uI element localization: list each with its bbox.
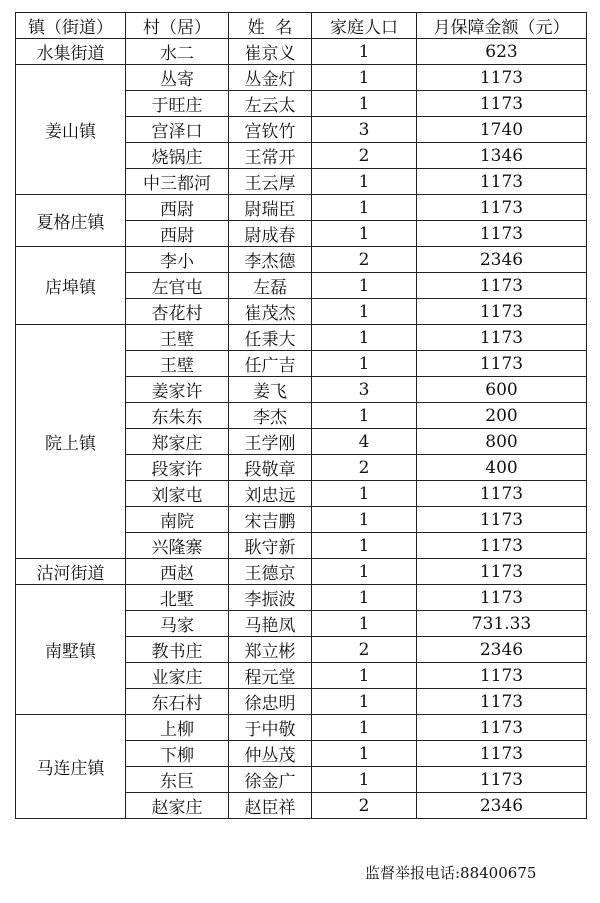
monthly-amount-cell: 1173	[417, 741, 587, 767]
table-row	[16, 39, 587, 65]
name-cell: 郑立彬	[229, 637, 312, 663]
town-cell: 姜山镇	[16, 65, 126, 195]
household-size-cell: 1	[312, 611, 417, 637]
monthly-amount-cell: 2346	[417, 637, 587, 663]
name-cell: 李振波	[229, 585, 312, 611]
monthly-amount-cell: 1173	[417, 533, 587, 559]
monthly-amount-cell: 731.33	[417, 611, 587, 637]
name-cell: 马艳凤	[229, 611, 312, 637]
household-size-cell: 1	[312, 741, 417, 767]
household-size-cell: 1	[312, 351, 417, 377]
name-cell: 丛金灯	[229, 65, 312, 91]
village-cell: 姜家许	[126, 377, 229, 403]
town-cell: 南墅镇	[16, 585, 126, 715]
household-size-cell: 1	[312, 91, 417, 117]
subsidy-table	[15, 12, 587, 819]
village-cell: 东石村	[126, 689, 229, 715]
village-cell: 下柳	[126, 741, 229, 767]
monthly-amount-cell: 200	[417, 403, 587, 429]
name-cell: 左云太	[229, 91, 312, 117]
name-cell: 李杰	[229, 403, 312, 429]
table-row	[16, 585, 587, 611]
household-size-cell: 1	[312, 65, 417, 91]
village-cell: 中三都河	[126, 169, 229, 195]
village-cell: 赵家庄	[126, 793, 229, 819]
name-cell: 王云厚	[229, 169, 312, 195]
monthly-amount-cell: 1173	[417, 91, 587, 117]
name-cell: 于中敬	[229, 715, 312, 741]
household-size-cell: 1	[312, 559, 417, 585]
household-size-cell: 1	[312, 169, 417, 195]
village-cell: 王壁	[126, 325, 229, 351]
name-cell: 赵臣祥	[229, 793, 312, 819]
name-cell: 王常开	[229, 143, 312, 169]
town-cell: 店埠镇	[16, 247, 126, 325]
village-cell: 左官屯	[126, 273, 229, 299]
household-size-cell: 2	[312, 143, 417, 169]
monthly-amount-cell: 1346	[417, 143, 587, 169]
name-cell: 任秉大	[229, 325, 312, 351]
table-row	[16, 65, 587, 91]
monthly-amount-cell: 1173	[417, 195, 587, 221]
header-monthly-amount: 月保障金额（元）	[417, 13, 587, 39]
village-cell: 业家庄	[126, 663, 229, 689]
household-size-cell: 3	[312, 117, 417, 143]
name-cell: 宋吉鹏	[229, 507, 312, 533]
village-cell: 南院	[126, 507, 229, 533]
village-cell: 马家	[126, 611, 229, 637]
name-cell: 左磊	[229, 273, 312, 299]
monthly-amount-cell: 1173	[417, 221, 587, 247]
monthly-amount-cell: 1173	[417, 663, 587, 689]
monthly-amount-cell: 1173	[417, 273, 587, 299]
monthly-amount-cell: 623	[417, 39, 587, 65]
name-cell: 耿守新	[229, 533, 312, 559]
name-cell: 宫钦竹	[229, 117, 312, 143]
name-cell: 李杰德	[229, 247, 312, 273]
name-cell: 尉瑞臣	[229, 195, 312, 221]
header-household-size: 家庭人口	[312, 13, 417, 39]
name-cell: 徐金广	[229, 767, 312, 793]
household-size-cell: 2	[312, 455, 417, 481]
village-cell: 西尉	[126, 221, 229, 247]
village-cell: 烧锅庄	[126, 143, 229, 169]
village-cell: 上柳	[126, 715, 229, 741]
monthly-amount-cell: 1173	[417, 689, 587, 715]
town-cell: 马连庄镇	[16, 715, 126, 819]
table-row	[16, 195, 587, 221]
name-cell: 段敬章	[229, 455, 312, 481]
village-cell: 丛寄	[126, 65, 229, 91]
household-size-cell: 1	[312, 299, 417, 325]
monthly-amount-cell: 2346	[417, 247, 587, 273]
household-size-cell: 3	[312, 377, 417, 403]
hotline-text: 监督举报电话:88400675	[365, 864, 537, 882]
town-cell: 沽河街道	[16, 559, 126, 585]
monthly-amount-cell: 1173	[417, 65, 587, 91]
household-size-cell: 1	[312, 273, 417, 299]
name-cell: 刘忠远	[229, 481, 312, 507]
village-cell: 杏花村	[126, 299, 229, 325]
name-cell: 尉成春	[229, 221, 312, 247]
header-name: 姓 名	[229, 13, 312, 39]
household-size-cell: 1	[312, 39, 417, 65]
household-size-cell: 1	[312, 403, 417, 429]
monthly-amount-cell: 1173	[417, 715, 587, 741]
table-row	[16, 715, 587, 741]
monthly-amount-cell: 1740	[417, 117, 587, 143]
table-body	[16, 39, 587, 819]
household-size-cell: 1	[312, 195, 417, 221]
monthly-amount-cell: 600	[417, 377, 587, 403]
village-cell: 北墅	[126, 585, 229, 611]
village-cell: 宫泽口	[126, 117, 229, 143]
monthly-amount-cell: 1173	[417, 325, 587, 351]
town-cell: 院上镇	[16, 325, 126, 559]
household-size-cell: 1	[312, 481, 417, 507]
village-cell: 教书庄	[126, 637, 229, 663]
village-cell: 段家许	[126, 455, 229, 481]
name-cell: 崔京义	[229, 39, 312, 65]
name-cell: 仲丛茂	[229, 741, 312, 767]
village-cell: 于旺庄	[126, 91, 229, 117]
village-cell: 水二	[126, 39, 229, 65]
monthly-amount-cell: 800	[417, 429, 587, 455]
village-cell: 王壁	[126, 351, 229, 377]
household-size-cell: 1	[312, 221, 417, 247]
monthly-amount-cell: 1173	[417, 559, 587, 585]
monthly-amount-cell: 1173	[417, 169, 587, 195]
household-size-cell: 1	[312, 533, 417, 559]
name-cell: 任广吉	[229, 351, 312, 377]
village-cell: 东朱东	[126, 403, 229, 429]
table-header-row	[16, 13, 587, 39]
table-row	[16, 247, 587, 273]
village-cell: 兴隆寨	[126, 533, 229, 559]
monthly-amount-cell: 1173	[417, 507, 587, 533]
town-cell: 夏格庄镇	[16, 195, 126, 247]
household-size-cell: 2	[312, 637, 417, 663]
table-row	[16, 559, 587, 585]
village-cell: 东巨	[126, 767, 229, 793]
household-size-cell: 1	[312, 507, 417, 533]
household-size-cell: 1	[312, 689, 417, 715]
name-cell: 王德京	[229, 559, 312, 585]
household-size-cell: 1	[312, 767, 417, 793]
header-village: 村（居）	[126, 13, 229, 39]
village-cell: 西赵	[126, 559, 229, 585]
header-town: 镇（街道）	[16, 13, 126, 39]
monthly-amount-cell: 2346	[417, 793, 587, 819]
household-size-cell: 2	[312, 793, 417, 819]
monthly-amount-cell: 1173	[417, 299, 587, 325]
village-cell: 李小	[126, 247, 229, 273]
household-size-cell: 1	[312, 715, 417, 741]
name-cell: 王学刚	[229, 429, 312, 455]
household-size-cell: 1	[312, 663, 417, 689]
name-cell: 姜飞	[229, 377, 312, 403]
town-cell: 水集街道	[16, 39, 126, 65]
table-row	[16, 325, 587, 351]
name-cell: 崔茂杰	[229, 299, 312, 325]
monthly-amount-cell: 400	[417, 455, 587, 481]
monthly-amount-cell: 1173	[417, 481, 587, 507]
village-cell: 西尉	[126, 195, 229, 221]
monthly-amount-cell: 1173	[417, 767, 587, 793]
monthly-amount-cell: 1173	[417, 585, 587, 611]
monthly-amount-cell: 1173	[417, 351, 587, 377]
household-size-cell: 1	[312, 325, 417, 351]
household-size-cell: 4	[312, 429, 417, 455]
name-cell: 程元堂	[229, 663, 312, 689]
village-cell: 刘家屯	[126, 481, 229, 507]
name-cell: 徐忠明	[229, 689, 312, 715]
household-size-cell: 1	[312, 585, 417, 611]
household-size-cell: 2	[312, 247, 417, 273]
village-cell: 郑家庄	[126, 429, 229, 455]
